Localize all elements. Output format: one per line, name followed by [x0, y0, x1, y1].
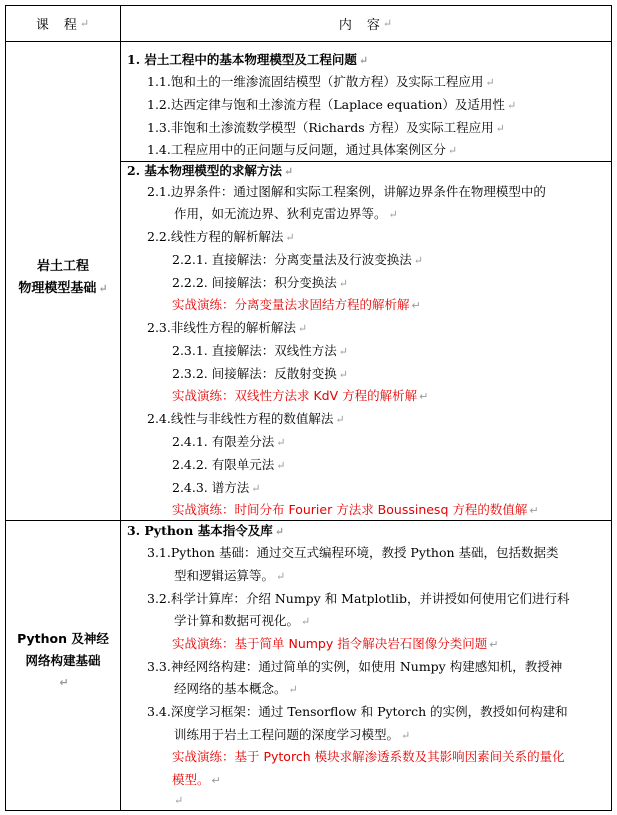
content-line: 训练用于岩土工程问题的深度学习模型。 ↵ [174, 727, 411, 742]
content-line: 3.3.神经网络构建：通过简单的实例，如使用 Numpy 构建感知机，教授神 [147, 659, 563, 674]
content-line: 作用，如无流边界、狄利克雷边界等。 ↵ [174, 206, 398, 221]
content-line: 1.1.饱和土的一维渗流固结模型（扩散方程）及实际工程应用 ↵ [147, 74, 495, 89]
column-divider [120, 6, 121, 810]
content-line: 1.4.工程应用中的正问题与反问题，通过具体案例区分 ↵ [147, 142, 458, 157]
content-line: 2.2.1. 直接解法：分离变量法及行波变换法 ↵ [172, 252, 423, 267]
content-line: 2.4.2. 有限单元法 ↵ [172, 457, 286, 472]
content-line: 1.3.非饱和土渗流数学模型（Richards 方程）及实际工程应用 ↵ [147, 120, 505, 135]
header-content: 内 容 ↵ [338, 17, 394, 33]
content-line: 学计算和数据可视化。 ↵ [174, 613, 311, 628]
section-divider-2 [121, 520, 611, 521]
content-line: 1.2.达西定律与饱和土渗流方程（Laplace equation）及适用性 ↵ [147, 97, 517, 112]
content-line: 经网络的基本概念。 ↵ [174, 681, 298, 696]
content-line: 3.4.深度学习框架：通过 Tensorflow 和 Pytorch 的实例，教授如何构建和 [147, 704, 568, 719]
practice-line: 实战演练：分离变量法求固结方程的解析解 ↵ [172, 297, 421, 312]
course-table [5, 5, 612, 811]
practice-line: 模型。 ↵ [172, 772, 221, 787]
section-divider [121, 161, 611, 162]
content-line: 2.3.2. 间接解法：反散射变换 ↵ [172, 366, 348, 381]
content-line: 2.3.1. 直接解法：双线性方法 ↵ [172, 343, 348, 358]
content-line: 型和逻辑运算等。 ↵ [174, 568, 286, 583]
content-line: 3. Python 基本指令及库 ↵ [127, 523, 284, 538]
content-line: 2.4.线性与非线性方程的数值解法 ↵ [147, 411, 345, 426]
course-name-python: Python 及神经 网络构建基础 ↵ [17, 631, 109, 689]
header-divider [6, 41, 611, 42]
empty-paragraph-mark: ↵ [174, 794, 184, 807]
course-name-geotech: 岩土工程 物理模型基础 ↵ [18, 259, 108, 296]
content-line: 2.3.非线性方程的解析解法 ↵ [147, 320, 308, 335]
content-line: 2. 基本物理模型的求解方法 ↵ [127, 163, 294, 178]
content-line: 2.4.3. 谱方法 ↵ [172, 480, 261, 495]
practice-line: 实战演练：基于 Pytorch 模块求解渗透系数及其影响因素间关系的量化 [172, 749, 565, 764]
content-line: 2.4.1. 有限差分法 ↵ [172, 434, 286, 449]
content-line: 3.1.Python 基础：通过交互式编程环境，教授 Python 基础，包括数据类 [147, 545, 559, 560]
content-line: 2.2.2. 间接解法：积分变换法 ↵ [172, 275, 348, 290]
practice-line: 实战演练：双线性方法求 KdV 方程的解析解 ↵ [172, 388, 429, 403]
content-line: 2.2.线性方程的解析解法 ↵ [147, 229, 295, 244]
practice-line: 实战演练：时间分布 Fourier 方法求 Boussinesq 方程的数值解 ↵ [172, 502, 539, 517]
content-line: 3.2.科学计算库：介绍 Numpy 和 Matplotlib，并讲授如何使用它们进行科 [147, 591, 570, 606]
content-line: 2.1.边界条件：通过图解和实际工程案例，讲解边界条件在物理模型中的 [147, 184, 546, 199]
content-line: 1. 岩土工程中的基本物理模型及工程问题 ↵ [127, 52, 369, 67]
practice-line: 实战演练：基于简单 Numpy 指令解决岩石图像分类问题 ↵ [172, 636, 499, 651]
header-course: 课 程 ↵ [35, 17, 91, 33]
